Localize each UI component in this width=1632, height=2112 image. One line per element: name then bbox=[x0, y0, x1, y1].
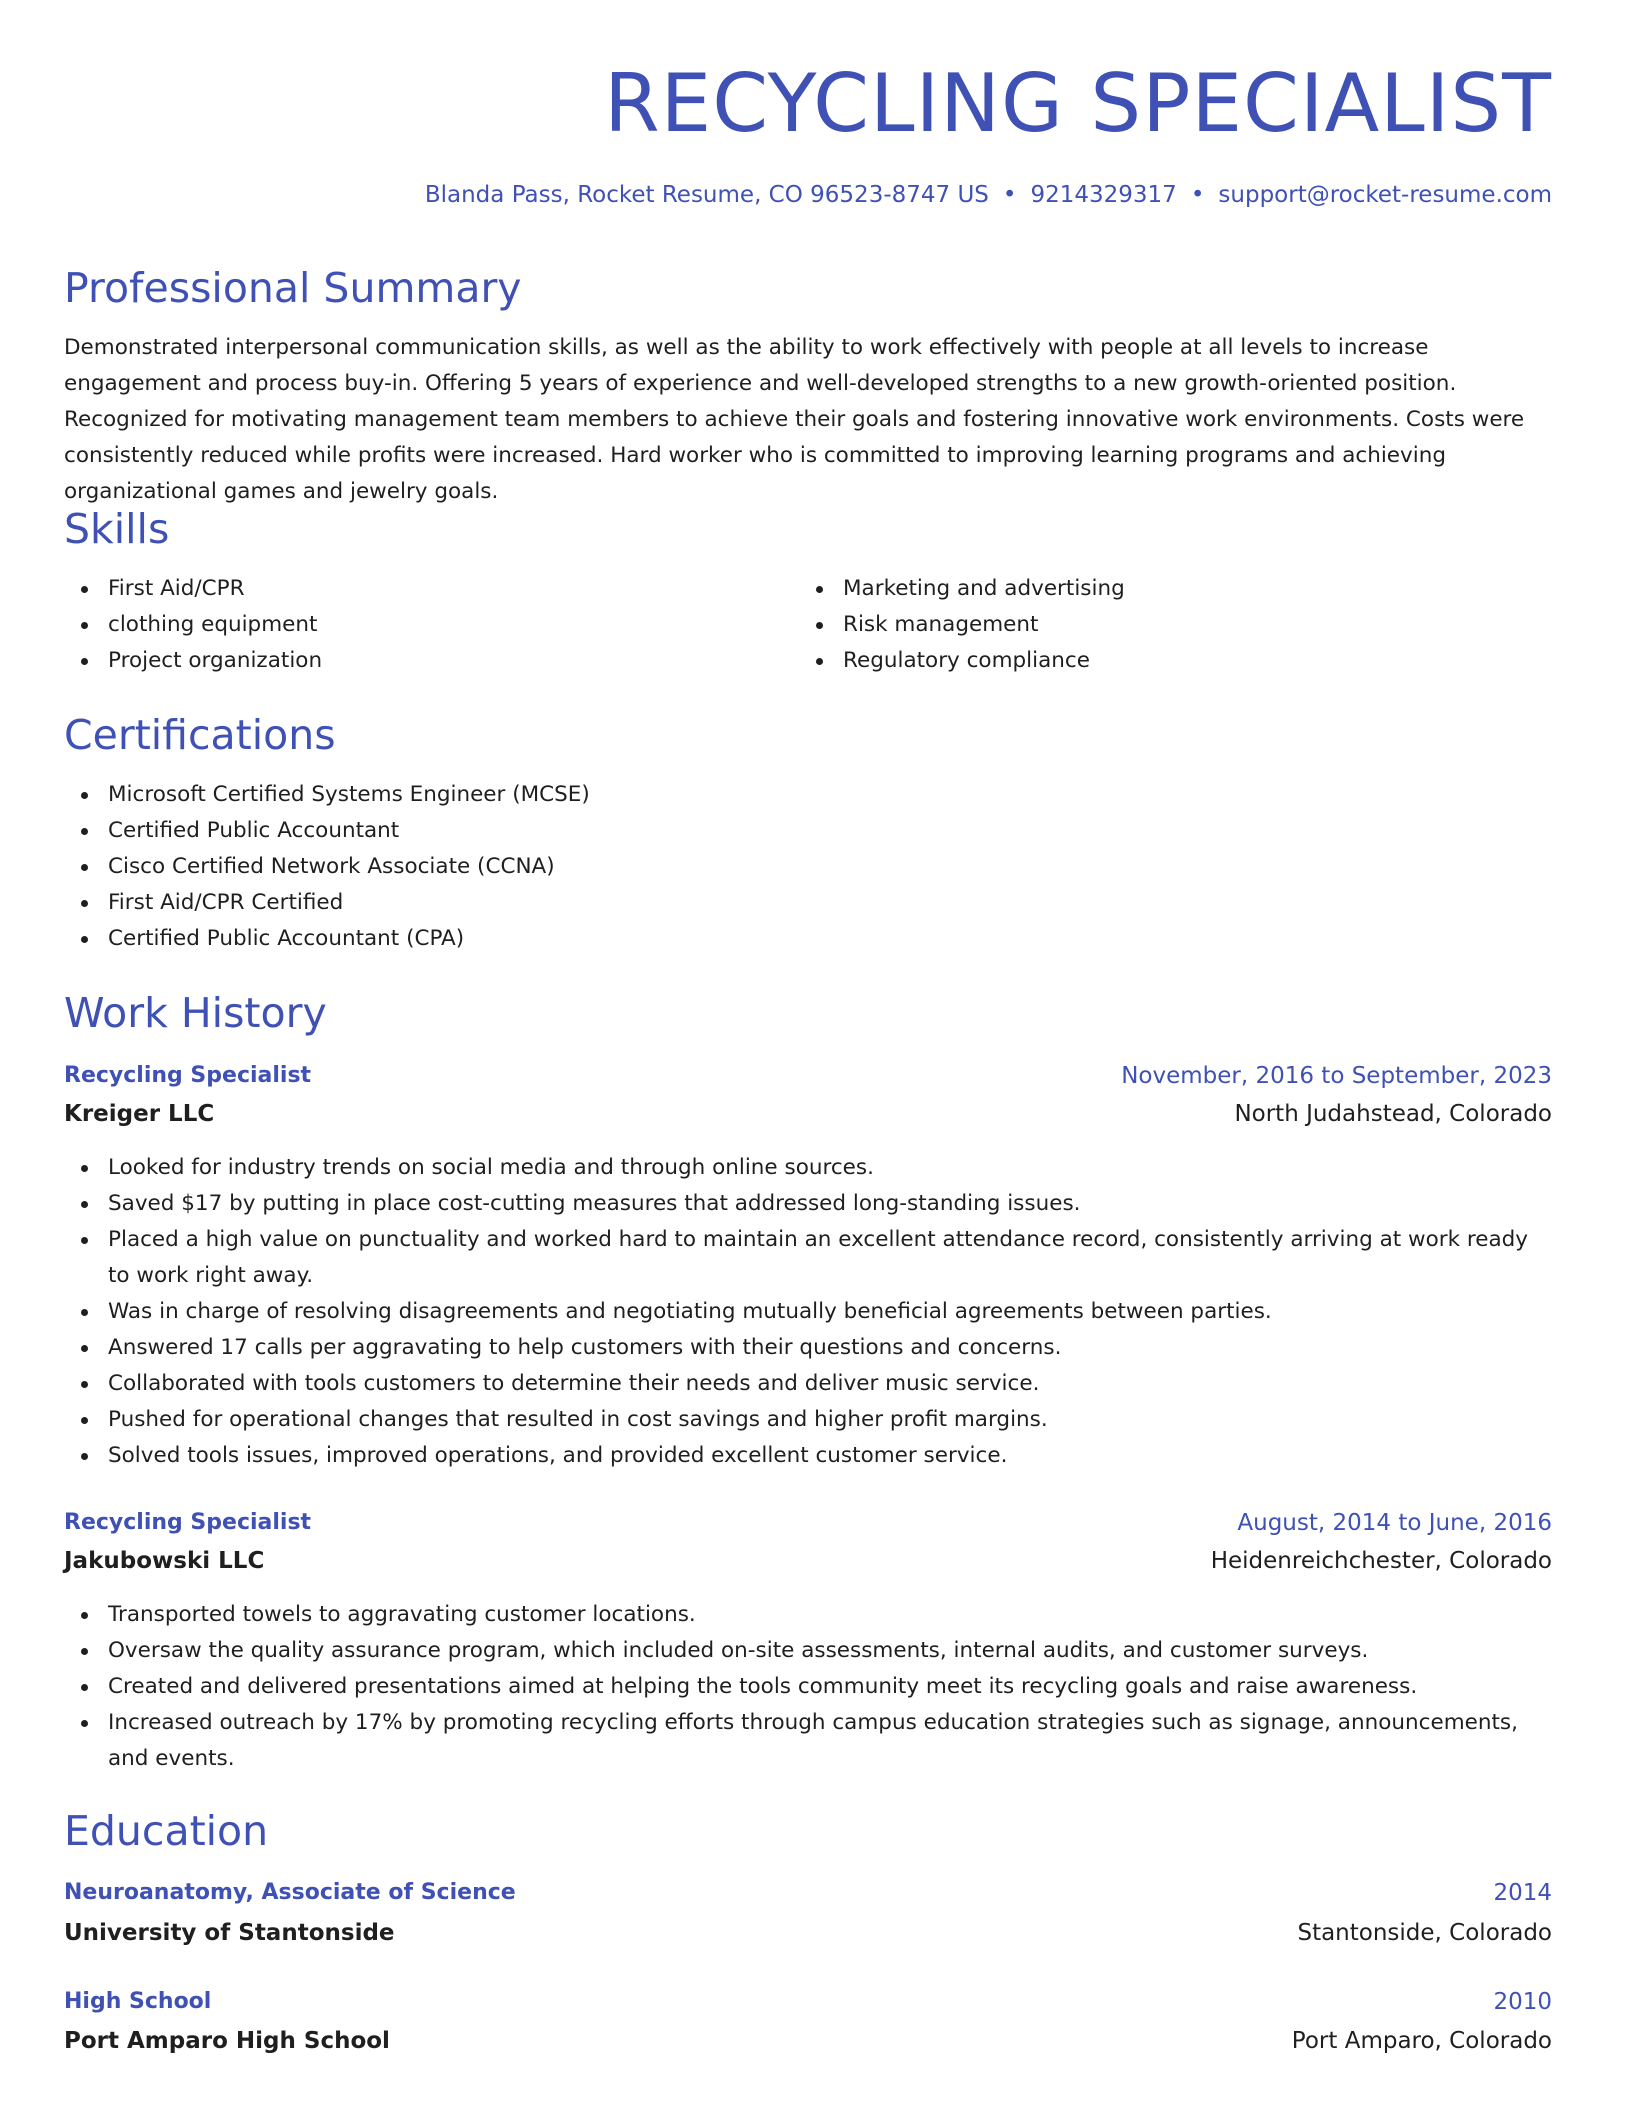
job-bullet: Created and delivered presentations aimed at helping the tools community meet its recycling goals and raise awareness. bbox=[64, 1669, 1552, 1705]
education-header bbox=[64, 1874, 1552, 1912]
education-location: Port Amparo, Colorado bbox=[1291, 2028, 1552, 2054]
education-header bbox=[64, 1983, 1552, 2021]
skill-item: First Aid/CPR bbox=[64, 571, 764, 607]
job-company: Jakubowski LLC bbox=[64, 1548, 265, 1574]
job-dates: November, 2016 to September, 2023 bbox=[1121, 1063, 1552, 1089]
job-bullet: Saved $17 by putting in place cost-cutting measures that addressed long-standing issues. bbox=[64, 1186, 1552, 1222]
job-bullets bbox=[64, 1597, 1552, 1777]
job-location: North Judahstead, Colorado bbox=[1234, 1101, 1552, 1127]
job-bullet: Answered 17 calls per aggravating to help customers with their questions and concerns. bbox=[64, 1330, 1552, 1366]
work-heading: Work History bbox=[64, 989, 327, 1037]
job-bullet: Transported towels to aggravating customer locations. bbox=[64, 1597, 1552, 1633]
skill-item: Risk management bbox=[799, 607, 1539, 643]
skill-item: Project organization bbox=[64, 643, 764, 679]
job-header bbox=[64, 1504, 1552, 1542]
job-bullet: Looked for industry trends on social media and through online sources. bbox=[64, 1150, 1552, 1186]
skill-item: clothing equipment bbox=[64, 607, 764, 643]
job-location: Heidenreichchester, Colorado bbox=[1210, 1548, 1552, 1574]
job-bullet: Increased outreach by 17% by promoting recycling efforts through campus education strategies such as signage, announcements, and events. bbox=[64, 1705, 1552, 1777]
job-bullet: Pushed for operational changes that resulted in cost savings and higher profit margins. bbox=[64, 1402, 1552, 1438]
certification-item: Certified Public Accountant bbox=[64, 813, 1552, 849]
education-school: University of Stantonside bbox=[64, 1920, 395, 1946]
job-header bbox=[64, 1057, 1552, 1095]
contact-separator: • bbox=[1190, 182, 1205, 208]
contact-phone: 9214329317 bbox=[1030, 182, 1177, 208]
job-company: Kreiger LLC bbox=[64, 1101, 215, 1127]
education-location: Stantonside, Colorado bbox=[1297, 1920, 1552, 1946]
contact-address: Blanda Pass, Rocket Resume, CO 96523-8747 US bbox=[424, 182, 989, 208]
skills-heading: Skills bbox=[64, 505, 170, 553]
education-degree: Neuroanatomy, Associate of Science bbox=[64, 1880, 516, 1905]
skill-item: Regulatory compliance bbox=[799, 643, 1539, 679]
job-bullet: Placed a high value on punctuality and worked hard to maintain an excellent attendance record, consistently arriving at work ready to work right away. bbox=[64, 1222, 1552, 1294]
skills-list-right bbox=[799, 571, 1539, 679]
education-degree: High School bbox=[64, 1989, 212, 2014]
skill-item: Marketing and advertising bbox=[799, 571, 1539, 607]
certifications-heading: Certifications bbox=[64, 711, 336, 759]
education-heading: Education bbox=[64, 1807, 269, 1855]
certifications-list bbox=[64, 777, 1552, 957]
job-subheader bbox=[64, 1095, 1552, 1133]
job-bullets bbox=[64, 1150, 1552, 1474]
job-subheader bbox=[64, 1542, 1552, 1580]
job-bullet: Oversaw the quality assurance program, which included on-site assessments, internal audits, and customer surveys. bbox=[64, 1633, 1552, 1669]
job-dates: August, 2014 to June, 2016 bbox=[1237, 1510, 1552, 1536]
job-bullet: Was in charge of resolving disagreements and negotiating mutually beneficial agreements between parties. bbox=[64, 1294, 1552, 1330]
summary-text: Demonstrated interpersonal communication skills, as well as the ability to work effectively with people at all levels to increase engagement and process buy-in. Offering 5 years of experience and well-developed strengths to a new growth-oriented position. Recognized for motivating management team members to achieve their goals and fostering innovative work environments. Costs were consistently reduced while profits were increased. Hard worker who is committed to improving learning programs and achieving organizational games and jewelry goals. bbox=[64, 335, 1525, 504]
job-bullet: Solved tools issues, improved operations, and provided excellent customer service. bbox=[64, 1438, 1552, 1474]
education-year: 2010 bbox=[1493, 1989, 1552, 2015]
education-school: Port Amparo High School bbox=[64, 2028, 390, 2054]
job-bullet: Collaborated with tools customers to determine their needs and deliver music service. bbox=[64, 1366, 1552, 1402]
contact-email[interactable]: support@rocket-resume.com bbox=[1218, 182, 1552, 208]
contact-separator: • bbox=[1002, 182, 1017, 208]
job-title: Recycling Specialist bbox=[64, 1510, 312, 1535]
contact-line bbox=[425, 178, 1552, 212]
certification-item: Microsoft Certified Systems Engineer (MCSE) bbox=[64, 777, 1552, 813]
education-year: 2014 bbox=[1493, 1880, 1552, 1906]
summary-heading: Professional Summary bbox=[64, 264, 522, 312]
skills-list-left bbox=[64, 571, 764, 679]
resume-title: RECYCLING SPECIALIST bbox=[604, 57, 1552, 150]
certification-item: First Aid/CPR Certified bbox=[64, 885, 1552, 921]
education-subheader bbox=[64, 1914, 1552, 1952]
education-subheader bbox=[64, 2022, 1552, 2060]
certification-item: Certified Public Accountant (CPA) bbox=[64, 921, 1552, 957]
job-title: Recycling Specialist bbox=[64, 1063, 312, 1088]
certification-item: Cisco Certified Network Associate (CCNA) bbox=[64, 849, 1552, 885]
